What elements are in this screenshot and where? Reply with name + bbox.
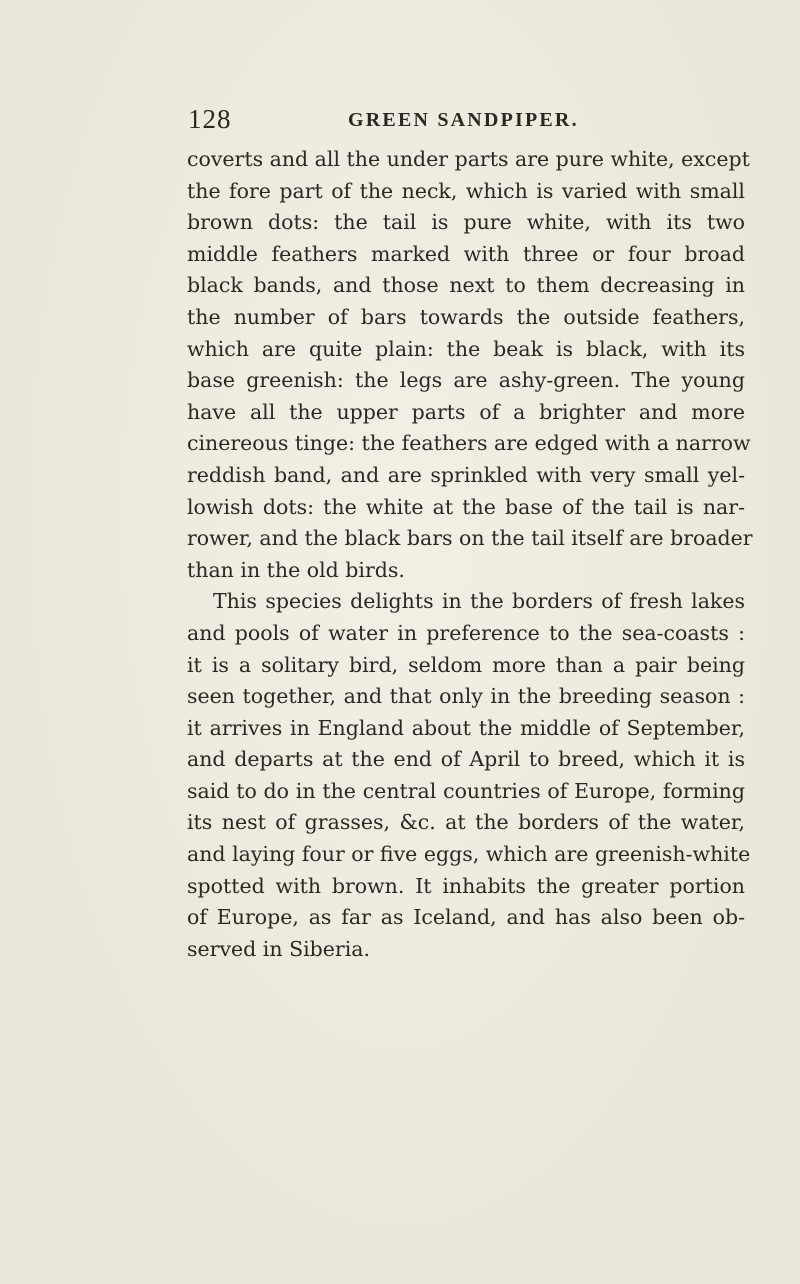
text-line: its nest of grasses, &c. at the borders of the water,: [187, 810, 745, 835]
text-line: the fore part of the neck, which is varied with small: [187, 178, 745, 203]
text-line: than in the old birds.: [187, 557, 405, 582]
text-line: it is a solitary bird, seldom more than a pair being: [187, 652, 745, 677]
text-line: have all the upper parts of a brighter and more: [187, 399, 745, 424]
text-line: and laying four or five eggs, which are greenish-white: [187, 842, 751, 867]
text-line: This species delights in the borders of fresh lakes: [213, 589, 745, 614]
text-line: the number of bars towards the outside feathers,: [187, 304, 745, 329]
text-line: cinereous tinge: the feathers are edged with a narrow: [187, 431, 751, 456]
text-line: base greenish: the legs are ashy-green. The young: [187, 368, 745, 393]
paragraph-1: [187, 144, 753, 586]
page-number: 128: [188, 104, 232, 134]
text-line: and pools of water in preference to the sea-coasts :: [187, 620, 745, 645]
text-line: seen together, and that only in the breeding season :: [187, 684, 745, 709]
body-text: [187, 144, 753, 965]
text-line: brown dots: the tail is pure white, with its two: [187, 210, 745, 235]
text-line: middle feathers marked with three or four broad: [187, 241, 745, 266]
text-line: of Europe, as far as Iceland, and has also been ob-: [187, 905, 745, 930]
running-title: GREEN SANDPIPER.: [348, 109, 579, 131]
paragraph-2: [187, 586, 751, 965]
text-line: spotted with brown. It inhabits the greater portion: [187, 873, 745, 898]
text-line: black bands, and those next to them decreasing in: [187, 273, 745, 298]
text-line: reddish band, and are sprinkled with very small yel-: [187, 462, 745, 487]
running-head: [188, 104, 748, 140]
text-line: served in Siberia.: [187, 936, 371, 961]
text-line: which are quite plain: the beak is black, with its: [187, 336, 745, 361]
text-line: it arrives in England about the middle of September,: [187, 715, 745, 740]
text-line: said to do in the central countries of Europe, forming: [187, 778, 745, 803]
text-line: lowish dots: the white at the base of the tail is nar-: [187, 494, 745, 519]
text-line: coverts and all the under parts are pure white, except: [187, 147, 750, 171]
text-line: and departs at the end of April to breed, which it is: [187, 747, 745, 772]
text-line: rower, and the black bars on the tail itself are broader: [187, 526, 753, 551]
